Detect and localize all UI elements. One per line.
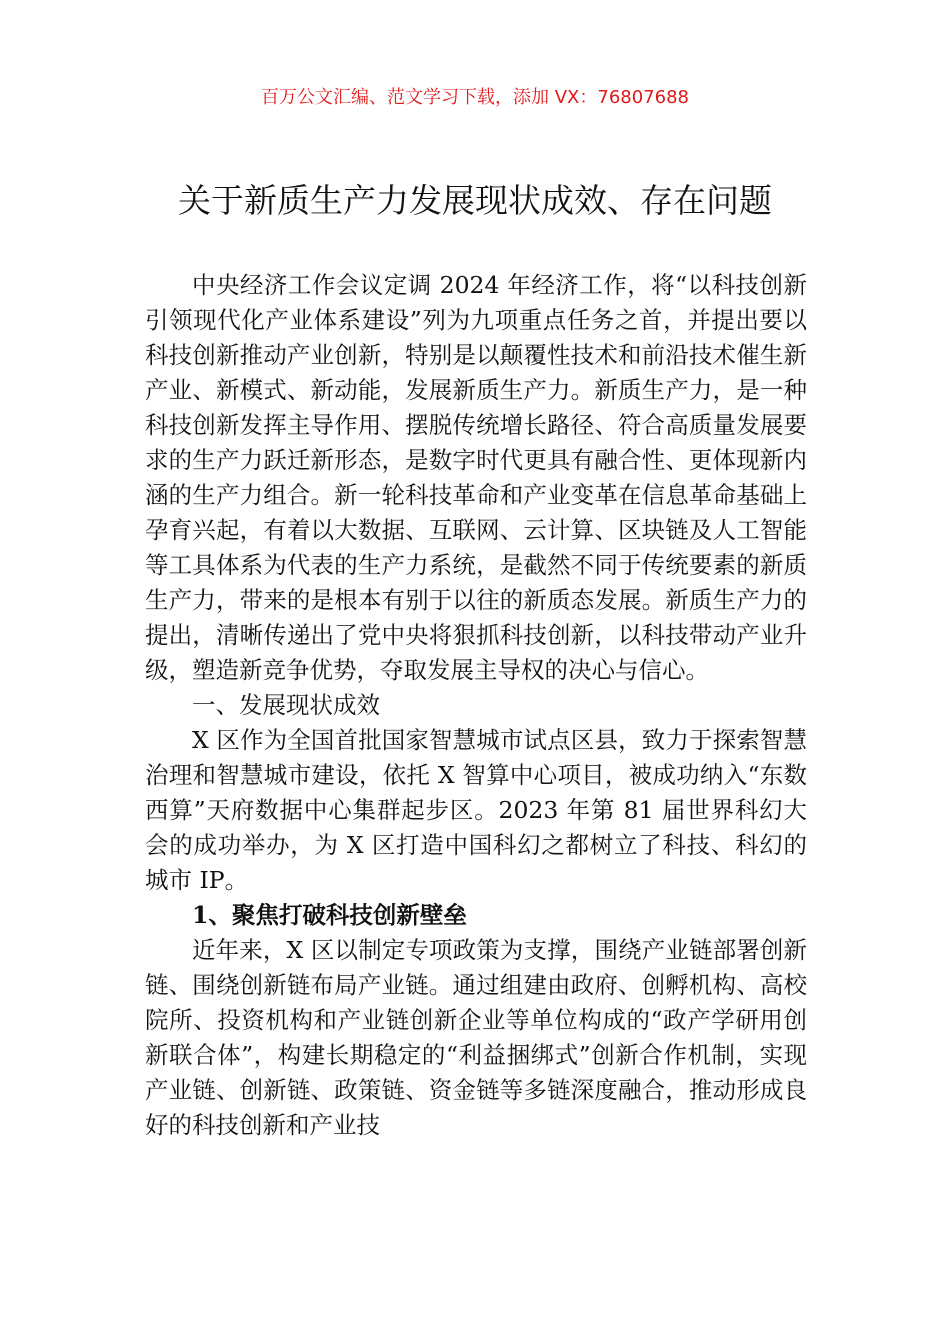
document-body: [145, 268, 807, 1143]
header-watermark-note: 百万公文汇编、范文学习下载，添加 VX：76807688: [261, 87, 689, 108]
section-heading-1: 一、发展现状成效: [192, 691, 380, 719]
intro-paragraph: 中央经济工作会议定调 2024 年经济工作，将“以科技创新引领现代化产业体系建设”列为九项重点任务之首，并提出要以科技创新推动产业创新，特别是以颠覆性技术和前沿技术催生新产业、新模式、新动能，发展新质生产力。新质生产力，是一种科技创新发挥主导作用、摆脱传统增长路径、符合高质量发展要求的生产力跃迁新形态，是数字时代更具有融合性、更体现新内涵的生产力组合。新一轮科技革命和产业变革在信息革命基础上孕育兴起，有着以大数据、互联网、云计算、区块链及人工智能等工具体系为代表的生产力系统，是截然不同于传统要素的新质生产力，带来的是根本有别于以往的新质态发展。新质生产力的提出，清晰传递出了党中央将狠抓科技创新，以科技带动产业升级，塑造新竞争优势，夺取发展主导权的决心与信心。: [145, 271, 807, 684]
section-1-paragraph: X 区作为全国首批国家智慧城市试点区县，致力于探索智慧治理和智慧城市建设，依托 X 智算中心项目，被成功纳入“东数西算”天府数据中心集群起步区。2023 年第 81 届世界科幻大会的成功举办，为 X 区打造中国科幻之都树立了科技、科幻的城市 IP。: [145, 726, 807, 894]
subsection-heading-1: 1、聚焦打破科技创新壁垒: [192, 901, 467, 929]
subsection-1-paragraph: 近年来，X 区以制定专项政策为支撑，围绕产业链部署创新链、围绕创新链布局产业链。通过组建由政府、创孵机构、高校院所、投资机构和产业链创新企业等单位构成的“政产学研用创新联合体”，构建长期稳定的“利益捆绑式”创新合作机制，实现产业链、创新链、政策链、资金链等多链深度融合，推动形成良好的科技创新和产业技: [145, 936, 807, 1139]
document-title: 关于新质生产力发展现状成效、存在问题: [178, 181, 772, 220]
